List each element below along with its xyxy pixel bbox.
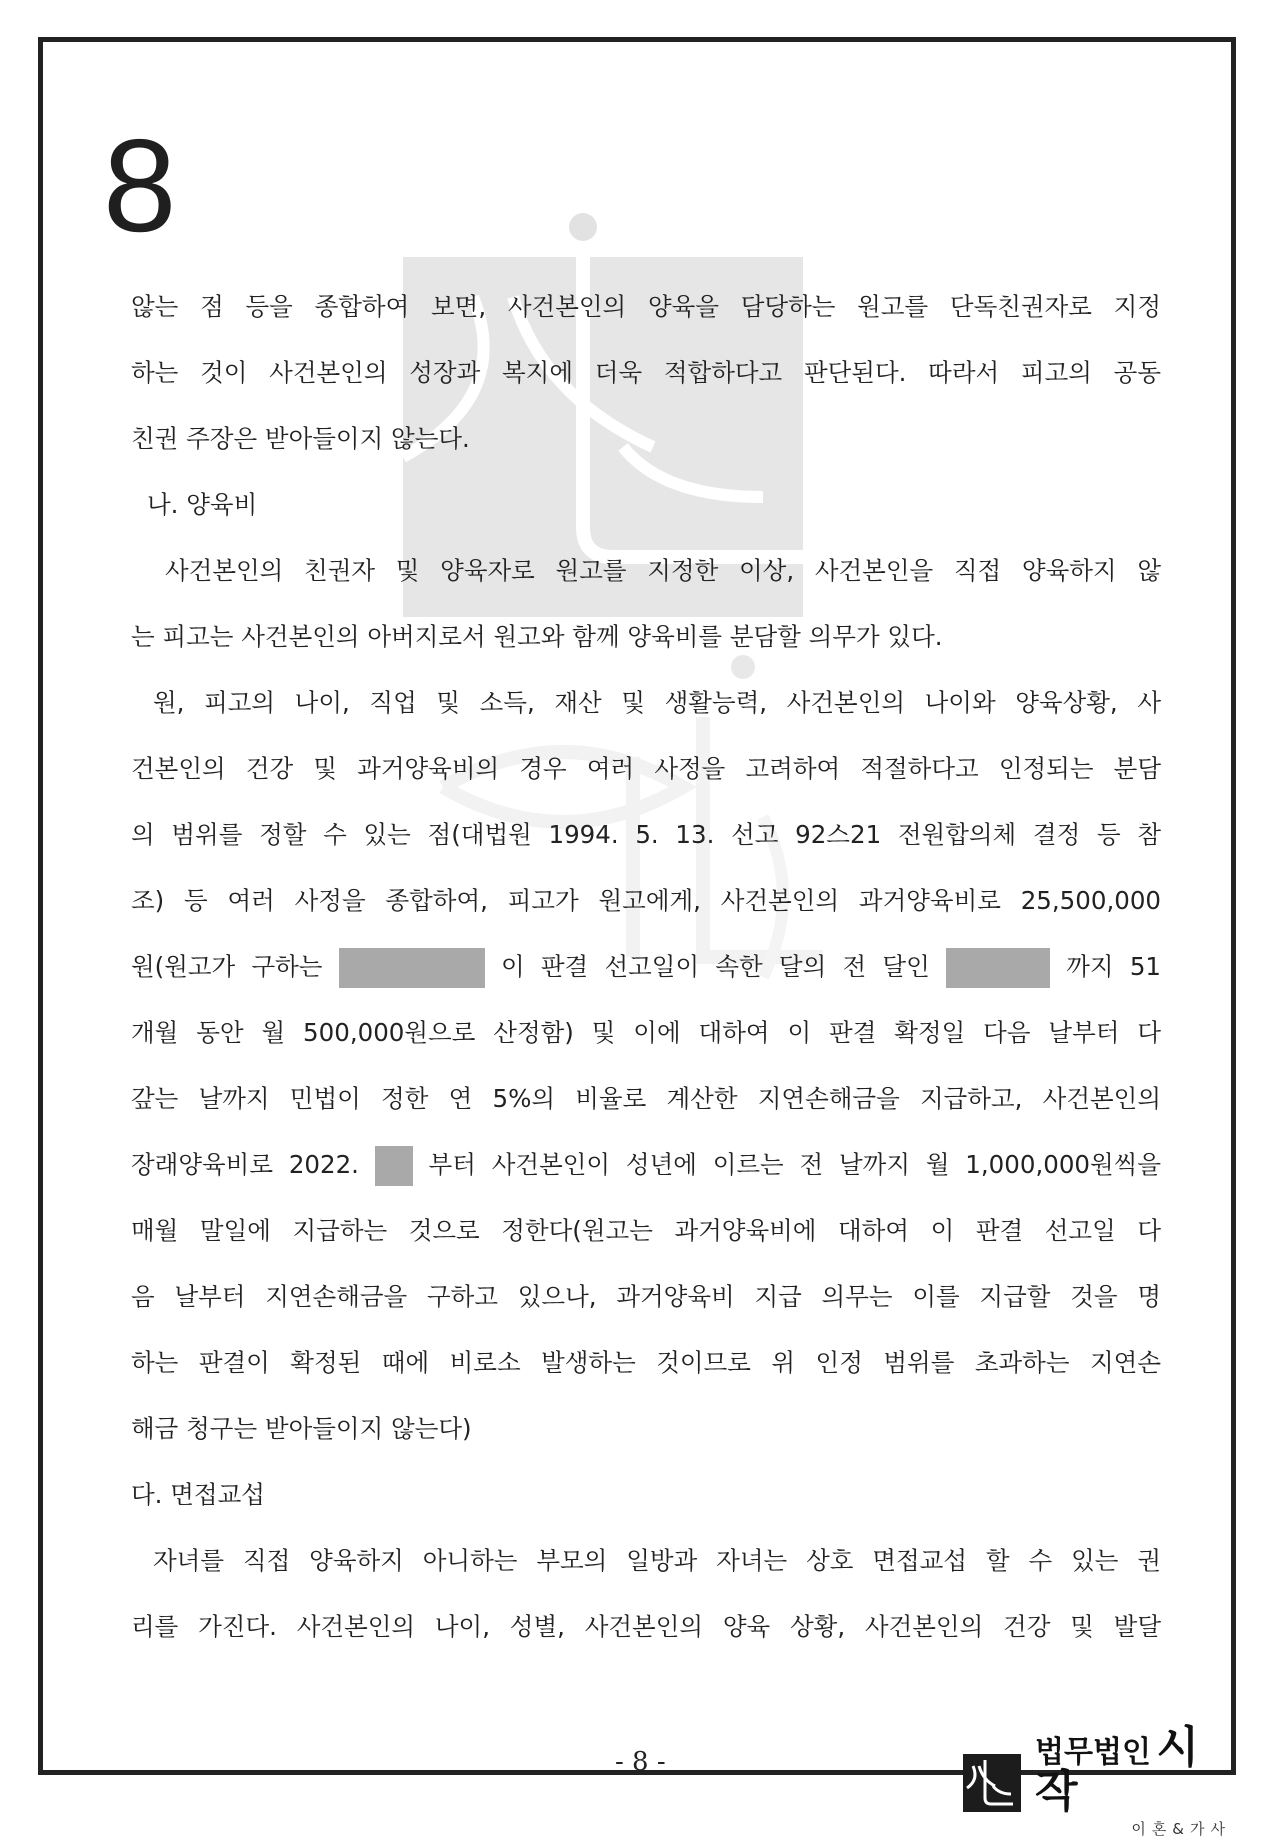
page-frame bbox=[38, 37, 1236, 1838]
logo-mark-icon bbox=[963, 1754, 1021, 1812]
page-footer-number: - 8 - bbox=[615, 1747, 666, 1777]
body-line: 원, 피고의 나이, 직업 및 소득, 재산 및 생활능력, 사건본인의 나이와 양육상황, 사 bbox=[153, 688, 1161, 717]
body-line: 개월 동안 월 500,000원으로 산정함) 및 이에 대하여 이 판결 확정일 다음 날부터 다 bbox=[131, 1018, 1161, 1047]
text-fragment: 장래양육비로 2022. bbox=[131, 1150, 359, 1179]
body-line: 자녀를 직접 양육하지 아니하는 부모의 일방과 자녀는 상호 면접교섭 할 수 있는 권 bbox=[153, 1546, 1161, 1575]
logo-subtitle: 이혼&가사 bbox=[1131, 1820, 1231, 1838]
body-line: 음 날부터 지연손해금을 구하고 있으나, 과거양육비 지급 의무는 이를 지급할 것을 명 bbox=[131, 1282, 1161, 1311]
text-fragment: 이 판결 선고일이 속한 달의 전 달인 bbox=[500, 952, 930, 981]
redaction-box bbox=[339, 948, 485, 988]
body-line: 갚는 날까지 민법이 정한 연 5%의 비율로 계산한 지연손해금을 지급하고, 사건본인의 bbox=[131, 1084, 1161, 1113]
logo-name-main: 시작 bbox=[1035, 1722, 1200, 1817]
body-line: 는 피고는 사건본인의 아버지로서 원고와 함께 양육비를 분담할 의무가 있다. bbox=[131, 622, 943, 651]
body-line: 하는 것이 사건본인의 성장과 복지에 더욱 적합하다고 판단된다. 따라서 피고의 공동 bbox=[131, 358, 1161, 387]
text-fragment: 까지 51 bbox=[1066, 952, 1161, 981]
redaction-box bbox=[946, 948, 1050, 988]
body-line: 매월 말일에 지급하는 것으로 정한다(원고는 과거양육비에 대하여 이 판결 선고일 다 bbox=[131, 1216, 1161, 1245]
text-fragment: 원(원고가 구하는 bbox=[131, 952, 323, 981]
document-body bbox=[131, 274, 1161, 1660]
body-line: 하는 판결이 확정된 때에 비로소 발생하는 것이므로 위 인정 범위를 초과하는 지연손 bbox=[131, 1348, 1161, 1377]
body-line-redacted bbox=[131, 1132, 1161, 1198]
logo-name-prefix: 법무법인 bbox=[1035, 1735, 1151, 1770]
body-line: 해금 청구는 받아들이지 않는다) bbox=[131, 1414, 472, 1443]
body-line: 건본인의 건강 및 과거양육비의 경우 여러 사정을 고려하여 적절하다고 인정되는 분담 bbox=[131, 754, 1161, 783]
page-number-large: 8 bbox=[103, 112, 177, 259]
body-line-redacted bbox=[131, 934, 1161, 1000]
body-line: 의 범위를 정할 수 있는 점(대법원 1994. 5. 13. 선고 92스21 전원합의체 결정 등 참 bbox=[131, 820, 1161, 849]
redaction-box bbox=[375, 1146, 413, 1186]
body-line: 리를 가진다. 사건본인의 나이, 성별, 사건본인의 양육 상황, 사건본인의 건강 및 발달 bbox=[131, 1612, 1161, 1641]
body-line: 사건본인의 친권자 및 양육자로 원고를 지정한 이상, 사건본인을 직접 양육하지 않 bbox=[165, 556, 1161, 585]
section-heading-visitation: 다. 면접교섭 bbox=[131, 1480, 265, 1509]
section-heading-child-support: 나. 양육비 bbox=[147, 490, 258, 519]
law-firm-logo bbox=[963, 1722, 1231, 1839]
body-line: 않는 점 등을 종합하여 보면, 사건본인의 양육을 담당하는 원고를 단독친권자로 지정 bbox=[131, 292, 1161, 321]
body-line: 조) 등 여러 사정을 종합하여, 피고가 원고에게, 사건본인의 과거양육비로 25,500,000 bbox=[131, 886, 1161, 915]
body-line: 친권 주장은 받아들이지 않는다. bbox=[131, 424, 470, 453]
text-fragment: 부터 사건본인이 성년에 이르는 전 날까지 월 1,000,000원씩을 bbox=[428, 1150, 1161, 1179]
